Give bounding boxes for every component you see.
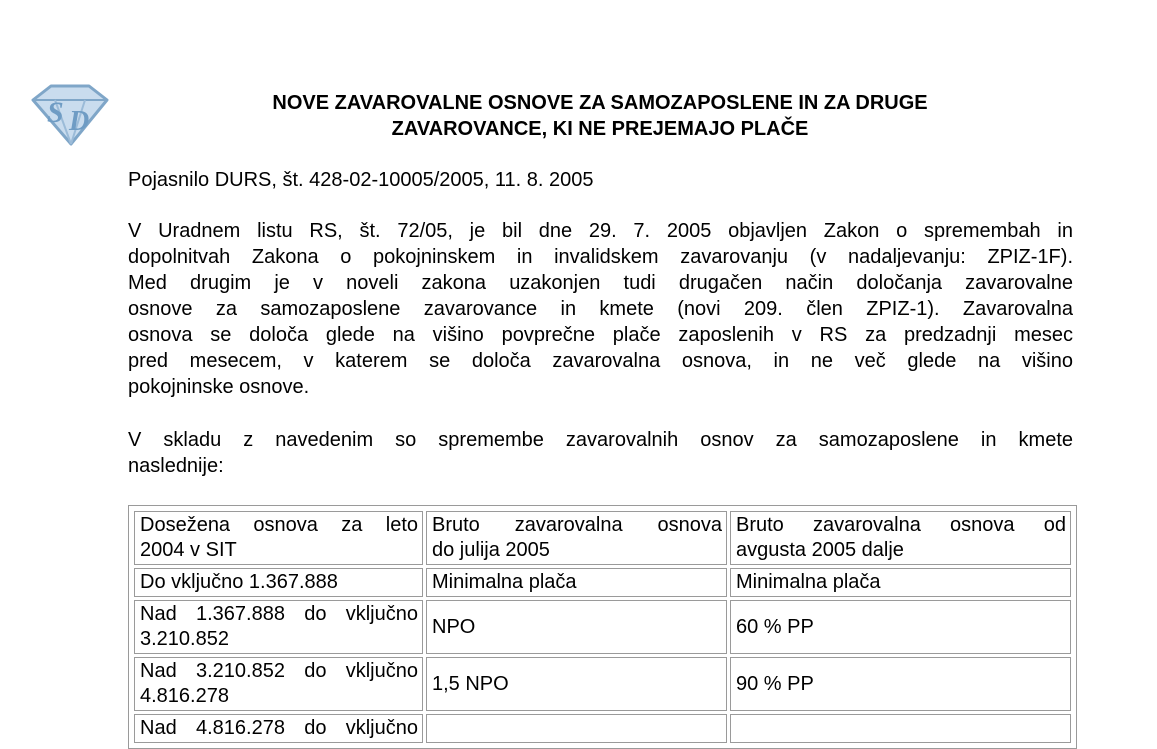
logo-icon [27, 78, 113, 150]
paragraph-line: V Uradnem listu RS, št. 72/05, je bil dne 29. 7. 2005 objavljen Zakon o spremembah in [128, 220, 1073, 242]
table-cell: Minimalna plača [426, 568, 727, 597]
svg-text:D: D [69, 106, 90, 137]
table-cell: 60 % PP [730, 600, 1071, 654]
table-cell [426, 714, 727, 743]
paragraph-line: osnove za samozaposlene zavarovance in kmete (novi 209. člen ZPIZ-1). Zavarovalna [128, 298, 1073, 320]
document-title [150, 90, 1050, 142]
table-cell: 1,5 NPO [426, 657, 727, 711]
source-reference: Pojasnilo DURS, št. 428-02-10005/2005, 11. 8. 2005 [128, 169, 594, 191]
insurance-base-table [128, 505, 1077, 749]
table-row [134, 568, 1071, 597]
table-cell: NPO [426, 600, 727, 654]
paragraph-line: Med drugim je v noveli zakona uzakonjen tudi drugačen način določanja zavarovalne [128, 272, 1073, 294]
paragraph-changes [128, 427, 1073, 479]
table-row [134, 714, 1071, 743]
paragraph-line: osnova se določa glede na višino povprečne plače zaposlenih v RS za predzadnji mesec [128, 324, 1073, 346]
table-cell: Minimalna plača [730, 568, 1071, 597]
table-cell: Nad 3.210.852 do vključno 4.816.278 [134, 657, 423, 711]
table-header-cell: Bruto zavarovalna osnova od avgusta 2005 dalje [730, 511, 1071, 565]
table-header-row [134, 511, 1071, 565]
table-header-cell: Dosežena osnova za leto 2004 v SIT [134, 511, 423, 565]
paragraph-line: naslednije: [128, 455, 224, 477]
paragraph-line: dopolnitvah Zakona o pokojninskem in invalidskem zavarovanju (v nadaljevanju: ZPIZ-1F). [128, 246, 1073, 268]
title-line-1: NOVE ZAVAROVALNE OSNOVE ZA SAMOZAPOSLENE IN ZA DRUGE [272, 92, 928, 114]
paragraph-intro [128, 218, 1073, 400]
table-row [134, 600, 1071, 654]
table-cell: Nad 4.816.278 do vključno [134, 714, 423, 743]
table-header-cell: Bruto zavarovalna osnova do julija 2005 [426, 511, 727, 565]
table-cell: Do vključno 1.367.888 [134, 568, 423, 597]
paragraph-line: V skladu z navedenim so spremembe zavarovalnih osnov za samozaposlene in kmete [128, 429, 1073, 451]
paragraph-line: pokojninske osnove. [128, 376, 310, 398]
svg-text:S: S [47, 96, 64, 129]
title-line-2: ZAVAROVANCE, KI NE PREJEMAJO PLAČE [391, 118, 809, 140]
table-cell: Nad 1.367.888 do vključno 3.210.852 [134, 600, 423, 654]
table-cell: 90 % PP [730, 657, 1071, 711]
table-row [134, 657, 1071, 711]
table-cell [730, 714, 1071, 743]
paragraph-line: pred mesecem, v katerem se določa zavarovalna osnova, in ne več glede na višino [128, 350, 1073, 372]
